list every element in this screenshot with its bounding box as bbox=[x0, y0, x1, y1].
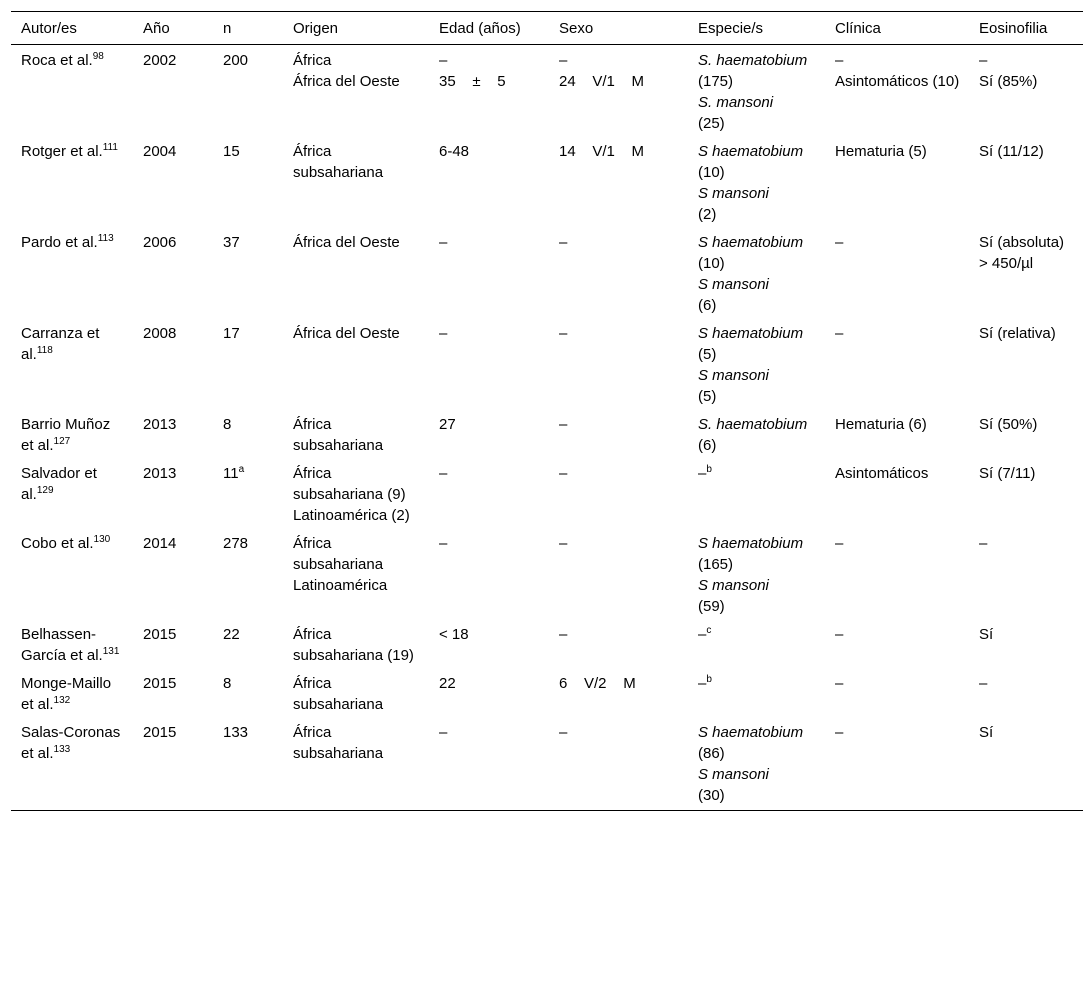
cell-anio bbox=[133, 668, 213, 717]
reference-number: 131 bbox=[102, 646, 120, 657]
header-edad: Edad (años) bbox=[429, 12, 549, 45]
cell-origen bbox=[283, 458, 429, 528]
table-row bbox=[11, 619, 1083, 668]
cell-sexo bbox=[549, 136, 688, 227]
sexo-line: 24 V/1 M bbox=[559, 73, 645, 90]
species-count: (86) bbox=[698, 745, 725, 762]
eosinofilia-line: Sí bbox=[979, 626, 994, 643]
cell-clinica bbox=[825, 136, 969, 227]
sexo-line: – bbox=[559, 325, 568, 342]
table-row bbox=[11, 528, 1083, 619]
reference-number: 98 bbox=[92, 51, 104, 62]
species-name: S haematobium bbox=[698, 325, 804, 342]
sexo-line: 14 V/1 M bbox=[559, 143, 645, 160]
cell-n bbox=[213, 458, 283, 528]
year-value: 2004 bbox=[143, 143, 177, 160]
cell-edad bbox=[429, 45, 549, 137]
footnote-marker: b bbox=[706, 674, 712, 685]
cell-sexo bbox=[549, 668, 688, 717]
header-n: n bbox=[213, 12, 283, 45]
cell-autores bbox=[11, 45, 133, 137]
edad-line: – bbox=[439, 465, 448, 482]
cell-n bbox=[213, 227, 283, 318]
species-name: S haematobium bbox=[698, 724, 804, 741]
species-name: S mansoni bbox=[698, 577, 769, 594]
cell-clinica bbox=[825, 409, 969, 458]
cell-edad bbox=[429, 409, 549, 458]
clinica-line: Hematuria (6) bbox=[835, 416, 927, 433]
species-name: S haematobium bbox=[698, 535, 804, 552]
year-value: 2015 bbox=[143, 675, 177, 692]
sexo-line: – bbox=[559, 626, 568, 643]
cell-especie bbox=[688, 717, 825, 811]
year-value: 2015 bbox=[143, 724, 177, 741]
cell-autores bbox=[11, 668, 133, 717]
cell-eosinofilia bbox=[969, 45, 1083, 137]
species-value: – bbox=[698, 626, 707, 643]
origen-line: África subsahariana bbox=[293, 724, 384, 762]
species-name: S haematobium bbox=[698, 234, 804, 251]
cell-eosinofilia bbox=[969, 136, 1083, 227]
cell-sexo bbox=[549, 717, 688, 811]
cell-n bbox=[213, 528, 283, 619]
header-clinica: Clínica bbox=[825, 12, 969, 45]
cell-origen bbox=[283, 318, 429, 409]
species-name: S mansoni bbox=[698, 766, 769, 783]
cell-anio bbox=[133, 227, 213, 318]
author-name: Belhassen-García et al. bbox=[21, 626, 103, 664]
cell-origen bbox=[283, 45, 429, 137]
n-value: 17 bbox=[223, 325, 240, 342]
cell-eosinofilia bbox=[969, 528, 1083, 619]
eosinofilia-line: – bbox=[979, 535, 988, 552]
sexo-line: – bbox=[559, 416, 568, 433]
cell-n bbox=[213, 45, 283, 137]
header-autores: Autor/es bbox=[11, 12, 133, 45]
eosinofilia-line: – bbox=[979, 675, 988, 692]
table-row bbox=[11, 409, 1083, 458]
sexo-line: – bbox=[559, 52, 568, 69]
reference-number: 113 bbox=[97, 233, 114, 244]
clinica-line: – bbox=[835, 724, 844, 741]
species-name: S. mansoni bbox=[698, 94, 774, 111]
origen-line: África bbox=[293, 52, 332, 69]
edad-line: < 18 bbox=[439, 626, 469, 643]
header-row bbox=[11, 12, 1083, 45]
table-row bbox=[11, 668, 1083, 717]
cell-sexo bbox=[549, 409, 688, 458]
cell-clinica bbox=[825, 458, 969, 528]
author-name: Barrio Muñoz et al. bbox=[21, 416, 111, 454]
cell-clinica bbox=[825, 45, 969, 137]
footnote-marker: b bbox=[706, 464, 712, 475]
sexo-line: 6 V/2 M bbox=[559, 675, 636, 692]
cell-autores bbox=[11, 136, 133, 227]
edad-line: – bbox=[439, 234, 448, 251]
origen-line: África subsahariana (19) bbox=[293, 626, 414, 664]
cell-clinica bbox=[825, 717, 969, 811]
reference-number: 132 bbox=[53, 695, 71, 706]
cell-eosinofilia bbox=[969, 318, 1083, 409]
species-count: (165) bbox=[698, 556, 734, 573]
sexo-line: – bbox=[559, 724, 568, 741]
table-row bbox=[11, 45, 1083, 137]
eosinofilia-line: Sí (absoluta) > 450/µl bbox=[979, 234, 1065, 272]
cell-anio bbox=[133, 45, 213, 137]
cell-n bbox=[213, 668, 283, 717]
cell-n bbox=[213, 318, 283, 409]
cell-autores bbox=[11, 409, 133, 458]
species-count: (10) bbox=[698, 255, 725, 272]
cell-origen bbox=[283, 136, 429, 227]
cell-clinica bbox=[825, 619, 969, 668]
origen-line: África subsahariana bbox=[293, 675, 384, 713]
n-value: 278 bbox=[223, 535, 249, 552]
cell-edad bbox=[429, 318, 549, 409]
author-name: Monge-Maillo et al. bbox=[21, 675, 112, 713]
cell-especie bbox=[688, 668, 825, 717]
species-name: S haematobium bbox=[698, 143, 804, 160]
n-value: 22 bbox=[223, 626, 240, 643]
cell-edad bbox=[429, 227, 549, 318]
cell-sexo bbox=[549, 45, 688, 137]
origen-line: Latinoamérica (2) bbox=[293, 507, 410, 524]
origen-line: África del Oeste bbox=[293, 325, 400, 342]
cell-especie bbox=[688, 318, 825, 409]
table-header bbox=[11, 12, 1083, 45]
species-name: S. haematobium bbox=[698, 52, 808, 69]
cell-n bbox=[213, 619, 283, 668]
eosinofilia-line: – bbox=[979, 52, 988, 69]
year-value: 2015 bbox=[143, 626, 177, 643]
origen-line: Latinoamérica bbox=[293, 577, 388, 594]
edad-line: 22 bbox=[439, 675, 456, 692]
cell-edad bbox=[429, 528, 549, 619]
header-especie: Especie/s bbox=[688, 12, 825, 45]
origen-line: África subsahariana (9) bbox=[293, 465, 406, 503]
species-count: (6) bbox=[698, 437, 717, 454]
cell-eosinofilia bbox=[969, 227, 1083, 318]
cell-sexo bbox=[549, 528, 688, 619]
cell-sexo bbox=[549, 227, 688, 318]
year-value: 2013 bbox=[143, 416, 177, 433]
cell-clinica bbox=[825, 668, 969, 717]
edad-line: – bbox=[439, 724, 448, 741]
cell-especie bbox=[688, 528, 825, 619]
author-name: Rotger et al. bbox=[21, 143, 103, 160]
cell-anio bbox=[133, 528, 213, 619]
cell-origen bbox=[283, 409, 429, 458]
cell-edad bbox=[429, 458, 549, 528]
table-body bbox=[11, 45, 1083, 811]
origen-line: África subsahariana bbox=[293, 143, 384, 181]
cell-edad bbox=[429, 717, 549, 811]
schistosomiasis-studies-table bbox=[11, 11, 1083, 811]
eosinofilia-line: Sí (50%) bbox=[979, 416, 1038, 433]
cell-especie bbox=[688, 227, 825, 318]
cell-autores bbox=[11, 318, 133, 409]
cell-origen bbox=[283, 717, 429, 811]
eosinofilia-line: Sí (11/12) bbox=[979, 143, 1044, 160]
cell-origen bbox=[283, 227, 429, 318]
eosinofilia-line: Sí (85%) bbox=[979, 73, 1038, 90]
year-value: 2014 bbox=[143, 535, 177, 552]
reference-number: 118 bbox=[36, 345, 53, 356]
species-value: – bbox=[698, 465, 707, 482]
cell-eosinofilia bbox=[969, 409, 1083, 458]
author-name: Carranza et al. bbox=[21, 325, 100, 363]
cell-edad bbox=[429, 619, 549, 668]
cell-origen bbox=[283, 619, 429, 668]
clinica-line: Hematuria (5) bbox=[835, 143, 927, 160]
header-sexo: Sexo bbox=[549, 12, 688, 45]
eosinofilia-line: Sí (7/11) bbox=[979, 465, 1036, 482]
header-origen: Origen bbox=[283, 12, 429, 45]
clinica-line: Asintomáticos bbox=[835, 465, 929, 482]
cell-autores bbox=[11, 528, 133, 619]
cell-n bbox=[213, 409, 283, 458]
author-name: Salvador et al. bbox=[21, 465, 97, 503]
species-count: (30) bbox=[698, 787, 725, 804]
species-count: (5) bbox=[698, 388, 717, 405]
cell-edad bbox=[429, 136, 549, 227]
cell-sexo bbox=[549, 458, 688, 528]
cell-edad bbox=[429, 668, 549, 717]
table-row bbox=[11, 458, 1083, 528]
cell-sexo bbox=[549, 619, 688, 668]
origen-line: África subsahariana bbox=[293, 416, 384, 454]
reference-number: 129 bbox=[36, 485, 54, 496]
footnote-marker: a bbox=[238, 464, 245, 475]
eosinofilia-line: Sí bbox=[979, 724, 994, 741]
author-name: Salas-Coronas et al. bbox=[21, 724, 121, 762]
reference-number: 133 bbox=[53, 744, 71, 755]
species-count: (10) bbox=[698, 164, 725, 181]
sexo-line: – bbox=[559, 465, 568, 482]
clinica-line: – bbox=[835, 675, 844, 692]
cell-anio bbox=[133, 717, 213, 811]
cell-eosinofilia bbox=[969, 619, 1083, 668]
year-value: 2006 bbox=[143, 234, 177, 251]
clinica-line: Asintomáticos (10) bbox=[835, 73, 960, 90]
edad-line: – bbox=[439, 535, 448, 552]
cell-anio bbox=[133, 136, 213, 227]
clinica-line: – bbox=[835, 626, 844, 643]
sexo-line: – bbox=[559, 535, 568, 552]
cell-autores bbox=[11, 717, 133, 811]
species-value: – bbox=[698, 675, 707, 692]
edad-line: – bbox=[439, 52, 448, 69]
cell-n bbox=[213, 136, 283, 227]
author-name: Roca et al. bbox=[21, 52, 93, 69]
eosinofilia-line: Sí (relativa) bbox=[979, 325, 1056, 342]
reference-number: 130 bbox=[93, 534, 111, 545]
cell-especie bbox=[688, 458, 825, 528]
clinica-line: – bbox=[835, 325, 844, 342]
table-row bbox=[11, 136, 1083, 227]
clinica-line: – bbox=[835, 535, 844, 552]
cell-anio bbox=[133, 458, 213, 528]
species-count: (175) bbox=[698, 73, 734, 90]
footnote-marker: c bbox=[706, 625, 712, 636]
edad-line: – bbox=[439, 325, 448, 342]
origen-line: África del Oeste bbox=[293, 73, 400, 90]
n-value: 133 bbox=[223, 724, 249, 741]
cell-origen bbox=[283, 528, 429, 619]
n-value: 15 bbox=[223, 143, 240, 160]
cell-autores bbox=[11, 227, 133, 318]
table-row bbox=[11, 227, 1083, 318]
sexo-line: – bbox=[559, 234, 568, 251]
species-count: (59) bbox=[698, 598, 725, 615]
species-name: S. haematobium bbox=[698, 416, 808, 433]
table-row bbox=[11, 318, 1083, 409]
cell-eosinofilia bbox=[969, 717, 1083, 811]
origen-line: África subsahariana bbox=[293, 535, 384, 573]
cell-autores bbox=[11, 619, 133, 668]
species-count: (5) bbox=[698, 346, 717, 363]
n-value: 37 bbox=[223, 234, 240, 251]
reference-number: 111 bbox=[102, 142, 118, 153]
species-count: (6) bbox=[698, 297, 717, 314]
n-value: 200 bbox=[223, 52, 249, 69]
reference-number: 127 bbox=[53, 436, 71, 447]
species-name: S mansoni bbox=[698, 276, 769, 293]
year-value: 2002 bbox=[143, 52, 177, 69]
author-name: Cobo et al. bbox=[21, 535, 94, 552]
header-anio: Año bbox=[133, 12, 213, 45]
cell-especie bbox=[688, 45, 825, 137]
table-row bbox=[11, 717, 1083, 811]
year-value: 2008 bbox=[143, 325, 177, 342]
cell-especie bbox=[688, 619, 825, 668]
header-eosinofilia: Eosinofilia bbox=[969, 12, 1083, 45]
cell-origen bbox=[283, 668, 429, 717]
edad-line: 35 ± 5 bbox=[439, 73, 506, 90]
n-value: 8 bbox=[223, 416, 232, 433]
clinica-line: – bbox=[835, 52, 844, 69]
species-name: S mansoni bbox=[698, 185, 769, 202]
year-value: 2013 bbox=[143, 465, 177, 482]
cell-n bbox=[213, 717, 283, 811]
species-count: (25) bbox=[698, 115, 725, 132]
cell-sexo bbox=[549, 318, 688, 409]
n-value: 11 bbox=[223, 465, 239, 482]
cell-anio bbox=[133, 619, 213, 668]
cell-eosinofilia bbox=[969, 668, 1083, 717]
cell-clinica bbox=[825, 528, 969, 619]
clinica-line: – bbox=[835, 234, 844, 251]
origen-line: África del Oeste bbox=[293, 234, 400, 251]
cell-clinica bbox=[825, 227, 969, 318]
author-name: Pardo et al. bbox=[21, 234, 98, 251]
cell-autores bbox=[11, 458, 133, 528]
species-name: S mansoni bbox=[698, 367, 769, 384]
edad-line: 27 bbox=[439, 416, 456, 433]
cell-especie bbox=[688, 409, 825, 458]
cell-clinica bbox=[825, 318, 969, 409]
cell-anio bbox=[133, 409, 213, 458]
cell-anio bbox=[133, 318, 213, 409]
n-value: 8 bbox=[223, 675, 232, 692]
edad-line: 6-48 bbox=[439, 143, 470, 160]
cell-especie bbox=[688, 136, 825, 227]
species-count: (2) bbox=[698, 206, 717, 223]
cell-eosinofilia bbox=[969, 458, 1083, 528]
